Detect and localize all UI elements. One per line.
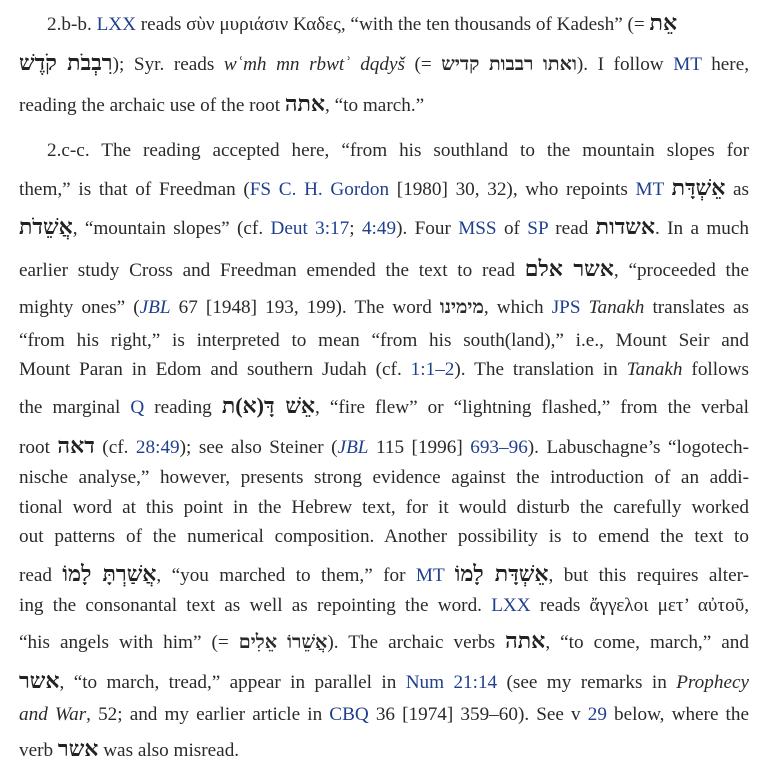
note-text: , “you marched to them,” for: [156, 565, 416, 586]
note-2cc-line-17: [19, 704, 749, 726]
hebrew-text: אשר אלם: [524, 256, 614, 281]
reference-link[interactable]: 4:49: [361, 218, 397, 239]
hebrew-text: רִבְבֹת קֹדֶשׁ: [19, 50, 113, 75]
note-text: here,: [701, 54, 750, 75]
note-2cc-line-15: [19, 628, 749, 654]
note-2bb-line-1: [47, 10, 749, 36]
note-2cc-line-4: [19, 256, 749, 282]
transliteration: wʿmh mn rbwtʾ dqdyš: [223, 54, 405, 75]
reference-link[interactable]: SP: [527, 218, 548, 239]
note-text: , “to march, tread,” appear in parallel in: [59, 672, 406, 693]
reference-link[interactable]: JPS: [551, 297, 581, 318]
note-text: “from his right,” is interpreted to mean “from his south(land),” i.e., Mount Seir and: [19, 330, 749, 351]
note-text: , but this requires alter-: [548, 565, 749, 586]
note-text: [664, 179, 672, 200]
note-2cc-line-11: [19, 497, 749, 519]
note-text: (cf.: [94, 437, 136, 458]
note-text: [271, 179, 279, 200]
note-text: was also misread.: [98, 740, 240, 761]
note-text: ). Four: [396, 218, 459, 239]
note-2cc-line-12: [19, 526, 749, 548]
reference-link[interactable]: LXX: [96, 14, 136, 35]
reference-link[interactable]: MT: [635, 179, 664, 200]
note-text: ). Labuschagne’s “logotech-: [527, 437, 749, 458]
reference-link[interactable]: MT: [415, 565, 445, 586]
note-text: of: [496, 218, 528, 239]
note-2cc-line-2: [19, 175, 749, 201]
book-title: Prophecy: [676, 672, 749, 693]
note-text: , “proceeded the: [613, 260, 750, 281]
reference-link[interactable]: Q: [130, 397, 145, 418]
note-2bb-line-3: [19, 91, 749, 117]
note-text: verb: [19, 740, 58, 761]
note-text: Mount Paran in Edom and southern Judah (cf.: [19, 359, 411, 380]
reference-link[interactable]: LXX: [491, 595, 531, 616]
note-2bb-line-2: [19, 50, 749, 76]
note-text: ing the consonantal text as well as repointing the word.: [19, 595, 492, 616]
note-text: [581, 297, 589, 318]
hebrew-text: אשר: [57, 736, 99, 761]
note-text: as: [725, 179, 750, 200]
note-2cc-line-10: [19, 467, 749, 489]
hebrew-text: אֲשַׁרְתָּ לָמוֹ: [62, 561, 157, 586]
note-text: nische analyse,” however, presents strong evidence against the introduction of an addi-: [19, 467, 749, 488]
note-text: read: [547, 218, 596, 239]
book-title: and War: [19, 704, 87, 725]
note-text: ). The archaic verbs: [327, 632, 506, 653]
book-title: Tanakh: [626, 359, 683, 380]
hebrew-text: ואתו רבבות קדיש: [441, 54, 577, 75]
note-text: ). I follow: [576, 54, 674, 75]
note-text: below, where the: [606, 704, 749, 725]
note-text: out patterns of the numerical composition. Another possibility is to emend the text to: [19, 526, 749, 547]
note-2cc-line-3: [19, 214, 749, 240]
note-text: tional word at this point in the Hebrew text, for it would disturb the carefully worked: [19, 497, 749, 518]
note-2cc-line-5: [19, 297, 749, 319]
reference-link[interactable]: CBQ: [329, 704, 369, 725]
reference-link[interactable]: JBL: [337, 437, 369, 458]
hebrew-text: אתה: [284, 91, 326, 116]
note-text: translates as: [644, 297, 749, 318]
note-text: reads ἄγγελοι μετ’ αὐτοῦ,: [530, 595, 749, 616]
note-2cc-line-1: [47, 140, 749, 162]
note-text: “his angels with him” (=: [19, 632, 239, 653]
reference-link[interactable]: MSS: [458, 218, 497, 239]
note-text: (=: [404, 54, 442, 75]
note-text: (see my remarks in: [497, 672, 677, 693]
note-text: , “to march.”: [325, 95, 425, 116]
reference-link[interactable]: 1:1–2: [410, 359, 455, 380]
note-text: 36 [1974] 359–60). See v: [368, 704, 588, 725]
note-2cc-line-14: [19, 595, 749, 617]
reference-link[interactable]: MT: [673, 54, 702, 75]
hebrew-text: אֵשְׁדָּת לָמוֹ: [454, 561, 549, 586]
note-text: . In a much: [655, 218, 749, 239]
note-text: 2.c-c. The reading accepted here, “from his southland to the mountain slopes for: [47, 140, 749, 161]
hebrew-text: אֲשֵׁרוֹ אֵלִים: [238, 632, 328, 653]
note-text: , 52; and my earlier article in: [86, 704, 330, 725]
note-text: ); see also Steiner (: [179, 437, 338, 458]
hebrew-text: אשר: [19, 668, 60, 693]
note-text: [1980] 30, 32), who repoints: [389, 179, 636, 200]
hebrew-text: אֵשְׁדָּת: [671, 175, 726, 200]
note-text: 2.b-b.: [47, 14, 97, 35]
note-2cc-line-6: [19, 330, 749, 352]
book-title: Tanakh: [588, 297, 645, 318]
note-2cc-line-8: [19, 393, 749, 419]
note-2cc-line-16: [19, 668, 749, 694]
note-text: mighty ones” (: [19, 297, 140, 318]
note-text: ). The translation in: [454, 359, 627, 380]
note-text: follows: [682, 359, 749, 380]
reference-link[interactable]: 29: [587, 704, 607, 725]
note-text: [444, 565, 454, 586]
hebrew-text: אֵת: [649, 10, 678, 35]
reference-link[interactable]: FS: [249, 179, 272, 200]
reference-link[interactable]: Deut 3:17: [270, 218, 350, 239]
note-text: 67 [1948] 193, 199). The word: [170, 297, 440, 318]
note-text: reading: [144, 397, 222, 418]
note-text: reads σὺν μυριάσιν Καδες, “with the ten thousands of Kadesh” (=: [136, 14, 650, 35]
note-text: , “mountain slopes” (cf.: [72, 218, 271, 239]
note-2cc-line-9: [19, 433, 749, 459]
note-text: them,” is that of Freedman (: [19, 179, 250, 200]
reference-link[interactable]: 693–96: [470, 437, 528, 458]
note-text: earlier study Cross and Freedman emended the text to read: [19, 260, 525, 281]
note-text: the marginal: [19, 397, 131, 418]
hebrew-text: אֲשֵׁדֹת: [19, 214, 73, 239]
note-text: , “to come, march,” and: [545, 632, 749, 653]
hebrew-text: מימינו: [439, 297, 484, 318]
reference-link[interactable]: Num 21:14: [405, 672, 498, 693]
hebrew-text: אתה: [505, 628, 546, 653]
reference-link[interactable]: JBL: [139, 297, 171, 318]
note-text: 115 [1996]: [368, 437, 471, 458]
note-2cc-line-13: [19, 561, 749, 587]
hebrew-text: אֵשׁ דָּ(א)ת: [221, 393, 316, 418]
hebrew-text: אשדות: [595, 214, 655, 239]
note-text: read: [19, 565, 63, 586]
note-text: ;: [349, 218, 362, 239]
note-text: reading the archaic use of the root: [19, 95, 285, 116]
note-2cc-line-18: [19, 736, 749, 762]
note-text: , which: [483, 297, 552, 318]
reference-link[interactable]: 28:49: [135, 437, 180, 458]
note-2cc-line-7: [19, 359, 749, 381]
note-text: root: [19, 437, 58, 458]
note-text: ); Syr. reads: [112, 54, 224, 75]
hebrew-text: דאה: [57, 433, 95, 458]
reference-link[interactable]: C. H. Gordon: [278, 179, 390, 200]
note-text: , “fire flew” or “lightning flashed,” from the verbal: [315, 397, 749, 418]
